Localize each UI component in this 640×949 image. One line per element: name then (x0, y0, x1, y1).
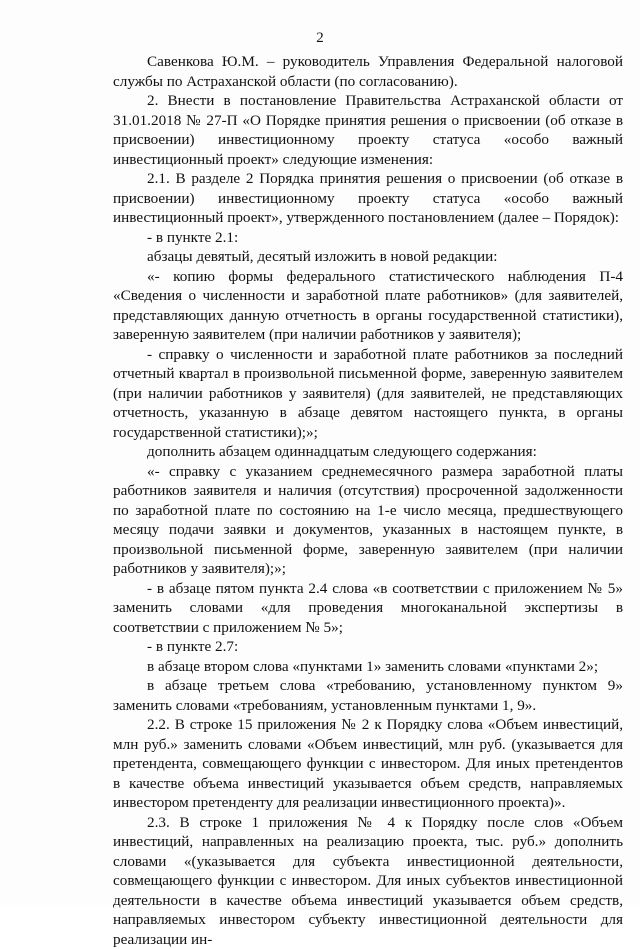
paragraph: в абзаце втором слова «пунктами 1» заменить словами «пунктами 2»; (113, 657, 623, 677)
paragraph: - в пункте 2.7: (113, 637, 623, 657)
paragraph: Савенкова Ю.М. – руководитель Управления Федеральной налоговой службы по Астраханской области (по согласованию). (113, 52, 623, 91)
paragraph: 2.1. В разделе 2 Порядка принятия решения о присвоении (об отказе в присвоении) инвестиционному проекту статуса «особо важный инвестиционный проект», утвержденного постановлением (далее – Порядок): (113, 169, 623, 228)
paragraph: в абзаце третьем слова «требованию, установленному пунктом 9» заменить словами «требованиям, установленным пунктами 1, 9». (113, 676, 623, 715)
paragraph: - в абзаце пятом пункта 2.4 слова «в соответствии с приложением № 5» заменить словами «для проведения многоканальной экспертизы в соответствии с приложением № 5»; (113, 579, 623, 638)
paragraph: 2.3. В строке 1 приложения № 4 к Порядку после слов «Объем инвестиций, направленных на реализацию проекта, тыс. руб.» дополнить словами «(указывается для субъекта инвестиционной деятельности, совмещающего функции с инвестором. Для иных субъектов инвестиционной деятельности в качестве объема инвестиций указывается объем средств, направляемых инвестором субъекту инвестиционной деятельности для реализации ин- (113, 813, 623, 949)
paragraph: - в пункте 2.1: (113, 228, 623, 248)
paragraph: «- справку с указанием среднемесячного размера заработной платы работников заявителя и наличия (отсутствия) просроченной задолженности по заработной плате по состоянию на 1-е число месяца, предшествующего месяцу подачи заявки и документов, указанных в настоящем пункте, в произвольной письменной форме, заверенную заявителем (при наличии работников у заявителя);»; (113, 462, 623, 579)
document-body (113, 52, 623, 949)
paragraph: 2.2. В строке 15 приложения № 2 к Порядку слова «Объем инвестиций, млн руб.» заменить словами «Объем инвестиций, млн руб. (указывается для претендента, совмещающего функции с инвестором. Для иных претендентов в качестве объема инвестиций указывается объем средств, направляемых инвестором претенденту для реализации инвестиционного проекта)». (113, 715, 623, 813)
paragraph: «- копию формы федерального статистического наблюдения П-4 «Сведения о численности и заработной плате работников» (для заявителей, представляющих данную отчетность в органы государственной статистики), заверенную заявителем (при наличии работников у заявителя); (113, 267, 623, 345)
paragraph: абзацы девятый, десятый изложить в новой редакции: (113, 247, 623, 267)
page-number: 2 (0, 30, 640, 47)
paragraph: - справку о численности и заработной плате работников за последний отчетный квартал в произвольной письменной форме, заверенную заявителем (при наличии работников у заявителя) (для заявителей, не представляющих отчетность, указанную в абзаце девятом настоящего пункта, в органы государственной статистики);»; (113, 345, 623, 443)
paragraph: дополнить абзацем одиннадцатым следующего содержания: (113, 442, 623, 462)
paragraph: 2. Внести в постановление Правительства Астраханской области от 31.01.2018 № 27-П «О Порядке принятия решения о присвоении (об отказе в присвоении) инвестиционному проекту статуса «особо важный инвестиционный проект» следующие изменения: (113, 91, 623, 169)
